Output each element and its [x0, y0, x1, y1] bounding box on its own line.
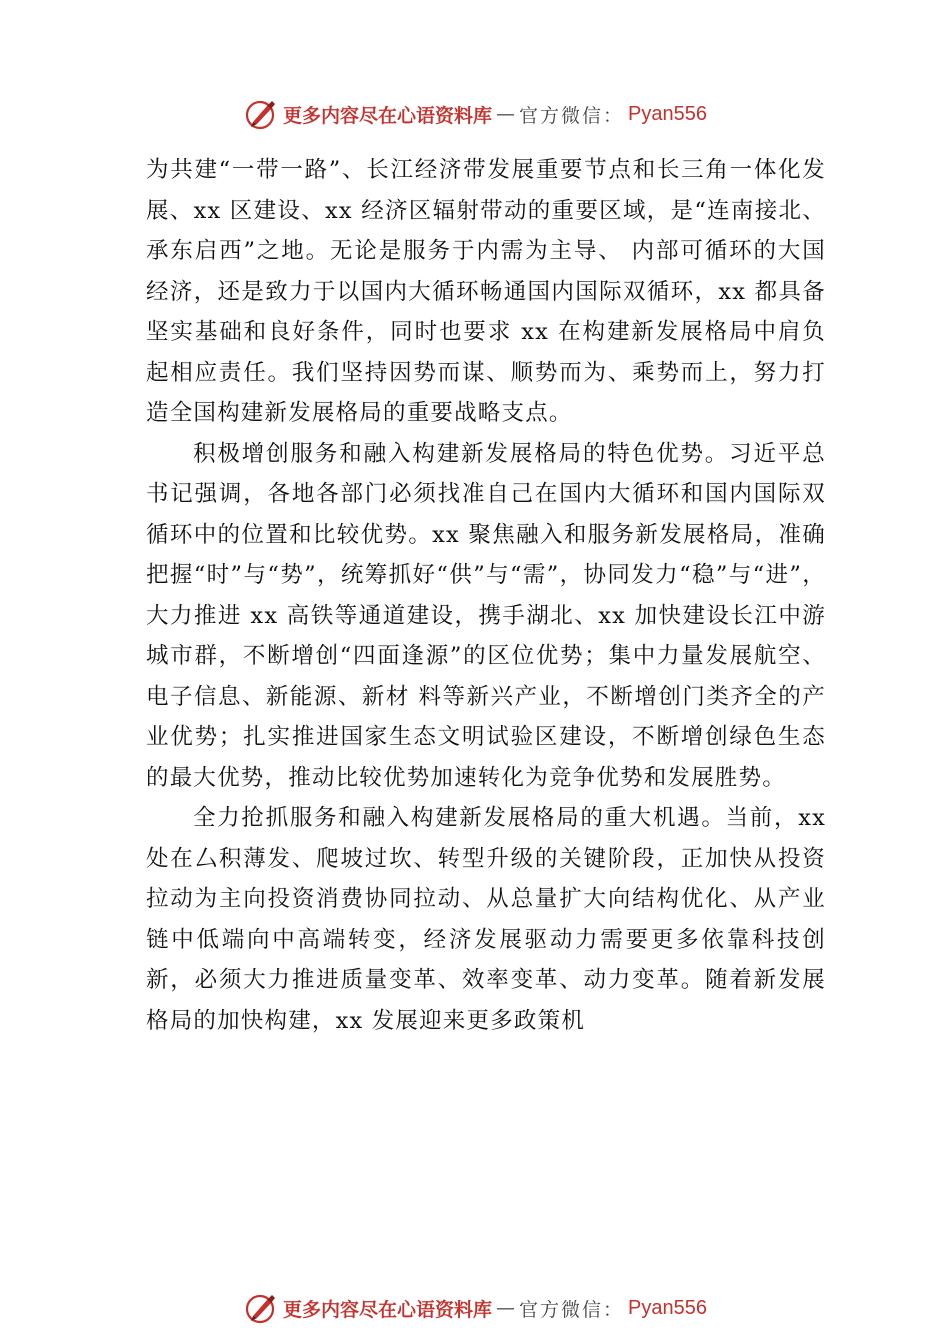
paragraph-2: 积极增创服务和融入构建新发展格局的特色优势。习近平总书记强调，各地各部门必须找准自己在国内大循环和国内国际双循环中的位置和比较优势。xx 聚焦融入和服务新发展格局，准确把握“时”与“势”，统筹抓好“供”与“需”，协同发力“稳”与“进”，大力推进 xx 高铁等通道建设，携手湖北、xx 加快建设长江中游城市群，不断增创“四面逢源”的区位优势；集中力量发展航空、电子信息、新能源、新材 料等新兴产业，不断增创门类齐全的产业优势；扎实推进国家生态文明试验区建设，不断增创绿色生态的最大优势，推动比较优势加速转化为竞争优势和发展胜势。 [146, 440, 826, 791]
banner-title: 更多内容尽在心语资料库 [283, 104, 493, 127]
banner-title: 更多内容尽在心语资料库 [283, 1298, 493, 1321]
banner-wechat-label: 官方微信： [519, 104, 625, 127]
pen-circle-logo-icon [243, 1290, 279, 1326]
document-body [146, 150, 826, 1041]
banner-dash: — [496, 103, 516, 125]
banner-dash: — [496, 1297, 516, 1319]
header-banner [0, 94, 950, 134]
banner-wechat-id: Pyan556 [628, 102, 707, 125]
banner-wechat-id: Pyan556 [628, 1296, 707, 1319]
banner-wechat-label: 官方微信： [519, 1298, 625, 1321]
paragraph-1: 为共建“一带一路”、长江经济带发展重要节点和长三角一体化发展、xx 区建设、xx 经济区辐射带动的重要区域，是“连南接北、承东启西”之地。无论是服务于内需为主导、 内部可循环的大国经济，还是致力于以国内大循环畅通国内国际双循环，xx 都具备坚实基础和良好条件，同时也要求 xx 在构建新发展格局中肩负起相应责任。我们坚持因势而谋、顺势而为、乘势而上，努力打造全国构建新发展格局的重要战略支点。 [146, 157, 826, 426]
pen-circle-logo-icon [243, 96, 279, 132]
paragraph-3: 全力抢抓服务和融入构建新发展格局的重大机遇。当前，xx 处在厶积薄发、爬坡过坎、转型升级的关键阶段，正加快从投资拉动为主向投资消费协同拉动、从总量扩大向结构优化、从产业链中低端向中高端转变，经济发展驱动力需要更多依靠科技创新，必须大力推进质量变革、效率变革、动力变革。随着新发展格局的加快构建，xx 发展迎来更多政策机 [146, 805, 826, 1034]
footer-banner [0, 1288, 950, 1328]
